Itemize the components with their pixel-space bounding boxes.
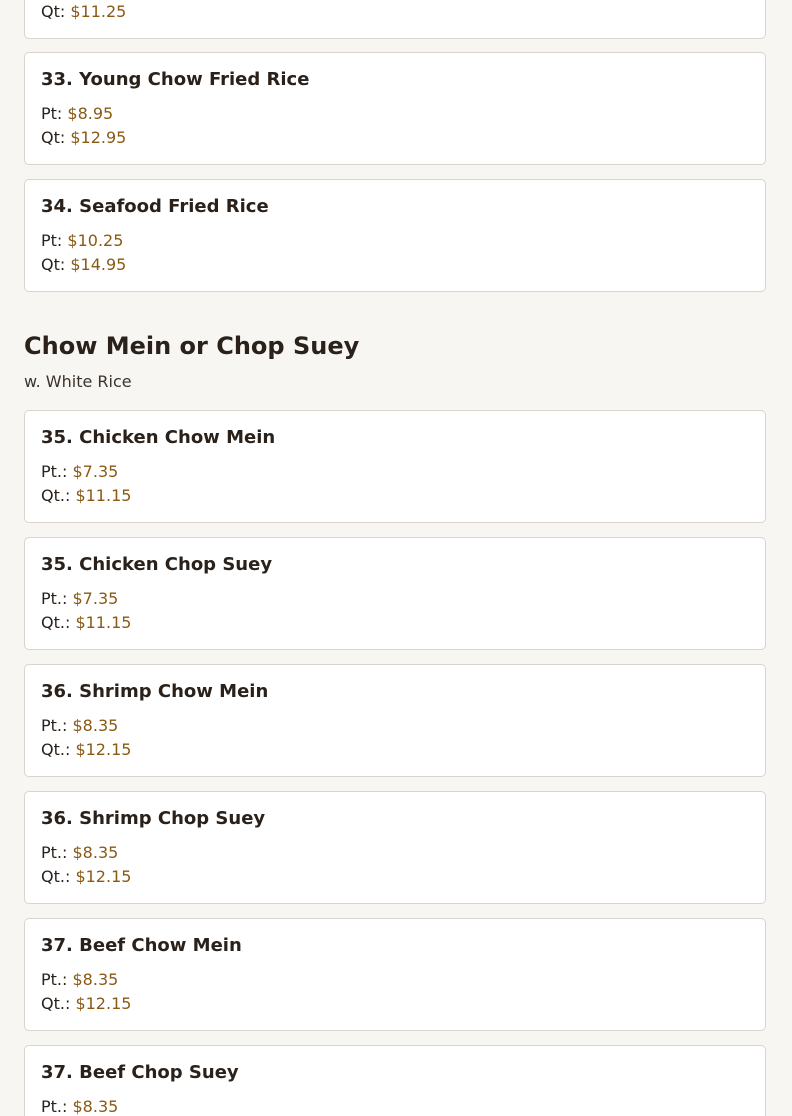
pint-price: $8.35 bbox=[72, 970, 119, 989]
pint-price-row bbox=[41, 716, 118, 735]
pint-price-row bbox=[41, 104, 113, 123]
section-subtitle: w. White Rice bbox=[24, 372, 132, 391]
pint-label: Pt.: bbox=[41, 843, 68, 862]
pint-price-row bbox=[41, 970, 118, 989]
pint-price-row bbox=[41, 589, 118, 608]
menu-item-title: 36. Shrimp Chop Suey bbox=[41, 808, 266, 829]
quart-label: Qt.: bbox=[41, 994, 71, 1013]
pint-price: $8.35 bbox=[72, 716, 119, 735]
quart-price: $12.15 bbox=[75, 740, 132, 759]
pint-price: $8.35 bbox=[72, 843, 119, 862]
menu-item-card bbox=[24, 664, 766, 777]
pint-label: Pt.: bbox=[41, 970, 68, 989]
menu-item-card bbox=[24, 410, 766, 523]
quart-price-row bbox=[41, 867, 131, 886]
menu-item-card bbox=[24, 179, 766, 292]
quart-price-row bbox=[41, 255, 126, 274]
pint-price-row bbox=[41, 231, 123, 250]
pint-label: Pt: bbox=[41, 104, 63, 123]
menu-item-card bbox=[24, 1045, 766, 1116]
quart-label: Qt: bbox=[41, 2, 66, 21]
pint-price: $10.25 bbox=[67, 231, 124, 250]
quart-price-row bbox=[41, 2, 126, 21]
pint-label: Pt: bbox=[41, 231, 63, 250]
menu-item-card bbox=[24, 0, 766, 39]
menu-item-title: 33. Young Chow Fried Rice bbox=[41, 69, 310, 90]
quart-label: Qt.: bbox=[41, 613, 71, 632]
quart-price-row bbox=[41, 128, 126, 147]
menu-item-title: 34. Seafood Fried Rice bbox=[41, 196, 269, 217]
menu-item-card bbox=[24, 52, 766, 165]
menu-item-title: 35. Chicken Chop Suey bbox=[41, 554, 273, 575]
quart-label: Qt.: bbox=[41, 867, 71, 886]
menu-item-title: 37. Beef Chow Mein bbox=[41, 935, 242, 956]
menu-item-title: 36. Shrimp Chow Mein bbox=[41, 681, 269, 702]
pint-label: Pt.: bbox=[41, 589, 68, 608]
menu-item-card bbox=[24, 537, 766, 650]
quart-label: Qt.: bbox=[41, 740, 71, 759]
quart-price-row bbox=[41, 486, 131, 505]
quart-price: $11.25 bbox=[70, 2, 127, 21]
menu-item-title: 37. Beef Chop Suey bbox=[41, 1062, 239, 1083]
pint-label: Pt.: bbox=[41, 1097, 68, 1116]
pint-price: $8.35 bbox=[72, 1097, 119, 1116]
quart-price-row bbox=[41, 613, 131, 632]
pint-price: $7.35 bbox=[72, 589, 119, 608]
quart-label: Qt: bbox=[41, 255, 66, 274]
quart-price: $12.15 bbox=[75, 994, 132, 1013]
pint-price-row bbox=[41, 462, 118, 481]
pint-price: $7.35 bbox=[72, 462, 119, 481]
quart-label: Qt.: bbox=[41, 486, 71, 505]
pint-label: Pt.: bbox=[41, 462, 68, 481]
pint-price: $8.95 bbox=[67, 104, 114, 123]
pint-price-row bbox=[41, 1097, 118, 1116]
quart-price: $11.15 bbox=[75, 486, 132, 505]
quart-price-row bbox=[41, 994, 131, 1013]
menu-item-card bbox=[24, 918, 766, 1031]
menu-item-card bbox=[24, 791, 766, 904]
quart-price-row bbox=[41, 740, 131, 759]
pint-price-row bbox=[41, 843, 118, 862]
quart-price: $14.95 bbox=[70, 255, 127, 274]
pint-label: Pt.: bbox=[41, 716, 68, 735]
quart-price: $11.15 bbox=[75, 613, 132, 632]
menu-item-title: 35. Chicken Chow Mein bbox=[41, 427, 276, 448]
quart-price: $12.15 bbox=[75, 867, 132, 886]
section-title: Chow Mein or Chop Suey bbox=[24, 332, 360, 360]
quart-label: Qt: bbox=[41, 128, 66, 147]
quart-price: $12.95 bbox=[70, 128, 127, 147]
